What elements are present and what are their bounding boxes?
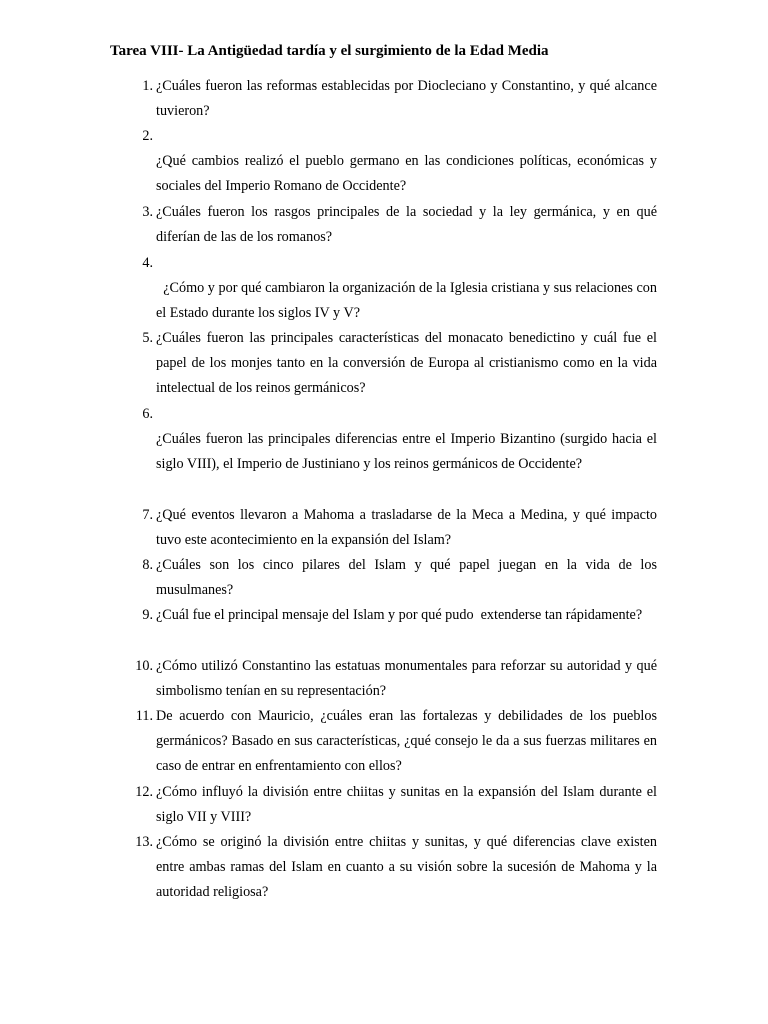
question-number: 5.	[142, 330, 153, 346]
question-text: ¿Cuáles fueron los rasgos principales de la sociedad y la ley germánica, y en qué diferían de las de los romanos?	[156, 204, 657, 246]
question-item	[135, 654, 657, 704]
question-number: 9.	[142, 607, 153, 623]
question-number: 1.	[142, 78, 153, 94]
question-text: ¿Cuáles son los cinco pilares del Islam y qué papel juegan en la vida de los musulmanes?	[156, 557, 657, 599]
question-text: ¿Cómo influyó la división entre chiitas y sunitas en la expansión del Islam durante el siglo VII y VIII?	[156, 784, 657, 826]
question-item	[142, 553, 657, 603]
question-item	[142, 74, 657, 124]
question-number: 6.	[142, 406, 153, 422]
question-item	[142, 603, 657, 628]
question-text: ¿Cuáles fueron las principales diferencias entre el Imperio Bizantino (surgido hacia el siglo VIII), el Imperio de Justiniano y los reinos germánicos de Occidente?	[156, 431, 657, 473]
question-item	[142, 124, 657, 200]
question-number: 3.	[142, 204, 153, 220]
question-number: 7.	[142, 507, 153, 523]
question-text: ¿Cuáles fueron las reformas establecidas por Diocleciano y Constantino, y qué alcance tuvieron?	[156, 78, 657, 120]
question-item	[142, 503, 657, 553]
question-item	[142, 402, 657, 478]
question-number: 4.	[142, 255, 153, 271]
question-text: ¿Qué eventos llevaron a Mahoma a trasladarse de la Meca a Medina, y qué impacto tuvo este acontecimiento en la expansión del Islam?	[156, 507, 657, 549]
question-text: ¿Qué cambios realizó el pueblo germano en las condiciones políticas, económicas y sociales del Imperio Romano de Occidente?	[156, 153, 657, 195]
question-text: De acuerdo con Mauricio, ¿cuáles eran las fortalezas y debilidades de los pueblos germánicos? Basado en sus características, ¿qué consejo le da a sus fuerzas militares en caso de entrar en enfrentamiento con ellos?	[156, 708, 657, 775]
question-text: ¿Cómo utilizó Constantino las estatuas monumentales para reforzar su autoridad y qué simbolismo tenían en su representación?	[156, 658, 657, 700]
question-number: 13.	[135, 834, 153, 850]
question-number: 12.	[135, 784, 153, 800]
question-item	[142, 326, 657, 402]
question-text: ¿Cuáles fueron las principales características del monacato benedictino y cuál fue el papel de los monjes tanto en la conversión de Europa al cristianismo como en la vida intelectual de los reinos germánicos?	[156, 330, 657, 397]
question-item	[135, 704, 657, 780]
question-text: ¿Cómo y por qué cambiaron la organización de la Iglesia cristiana y sus relaciones con el Estado durante los siglos IV y V?	[156, 280, 661, 322]
question-number: 8.	[142, 557, 153, 573]
question-item	[135, 780, 657, 830]
question-item	[135, 830, 657, 906]
question-text: ¿Cómo se originó la división entre chiitas y sunitas, y qué diferencias clave existen entre ambas ramas del Islam en cuanto a su visión sobre la sucesión de Mahoma y la autoridad religiosa?	[156, 834, 657, 901]
question-number: 11.	[135, 708, 153, 724]
question-number: 2.	[142, 128, 153, 144]
question-text: ¿Cuál fue el principal mensaje del Islam y por qué pudo extenderse tan rápidamente?	[156, 607, 643, 623]
question-number: 10.	[135, 658, 153, 674]
question-item	[142, 200, 657, 250]
document-title: Tarea VIII- La Antigüedad tardía y el surgimiento de la Edad Media	[110, 43, 549, 59]
question-item	[142, 251, 661, 327]
